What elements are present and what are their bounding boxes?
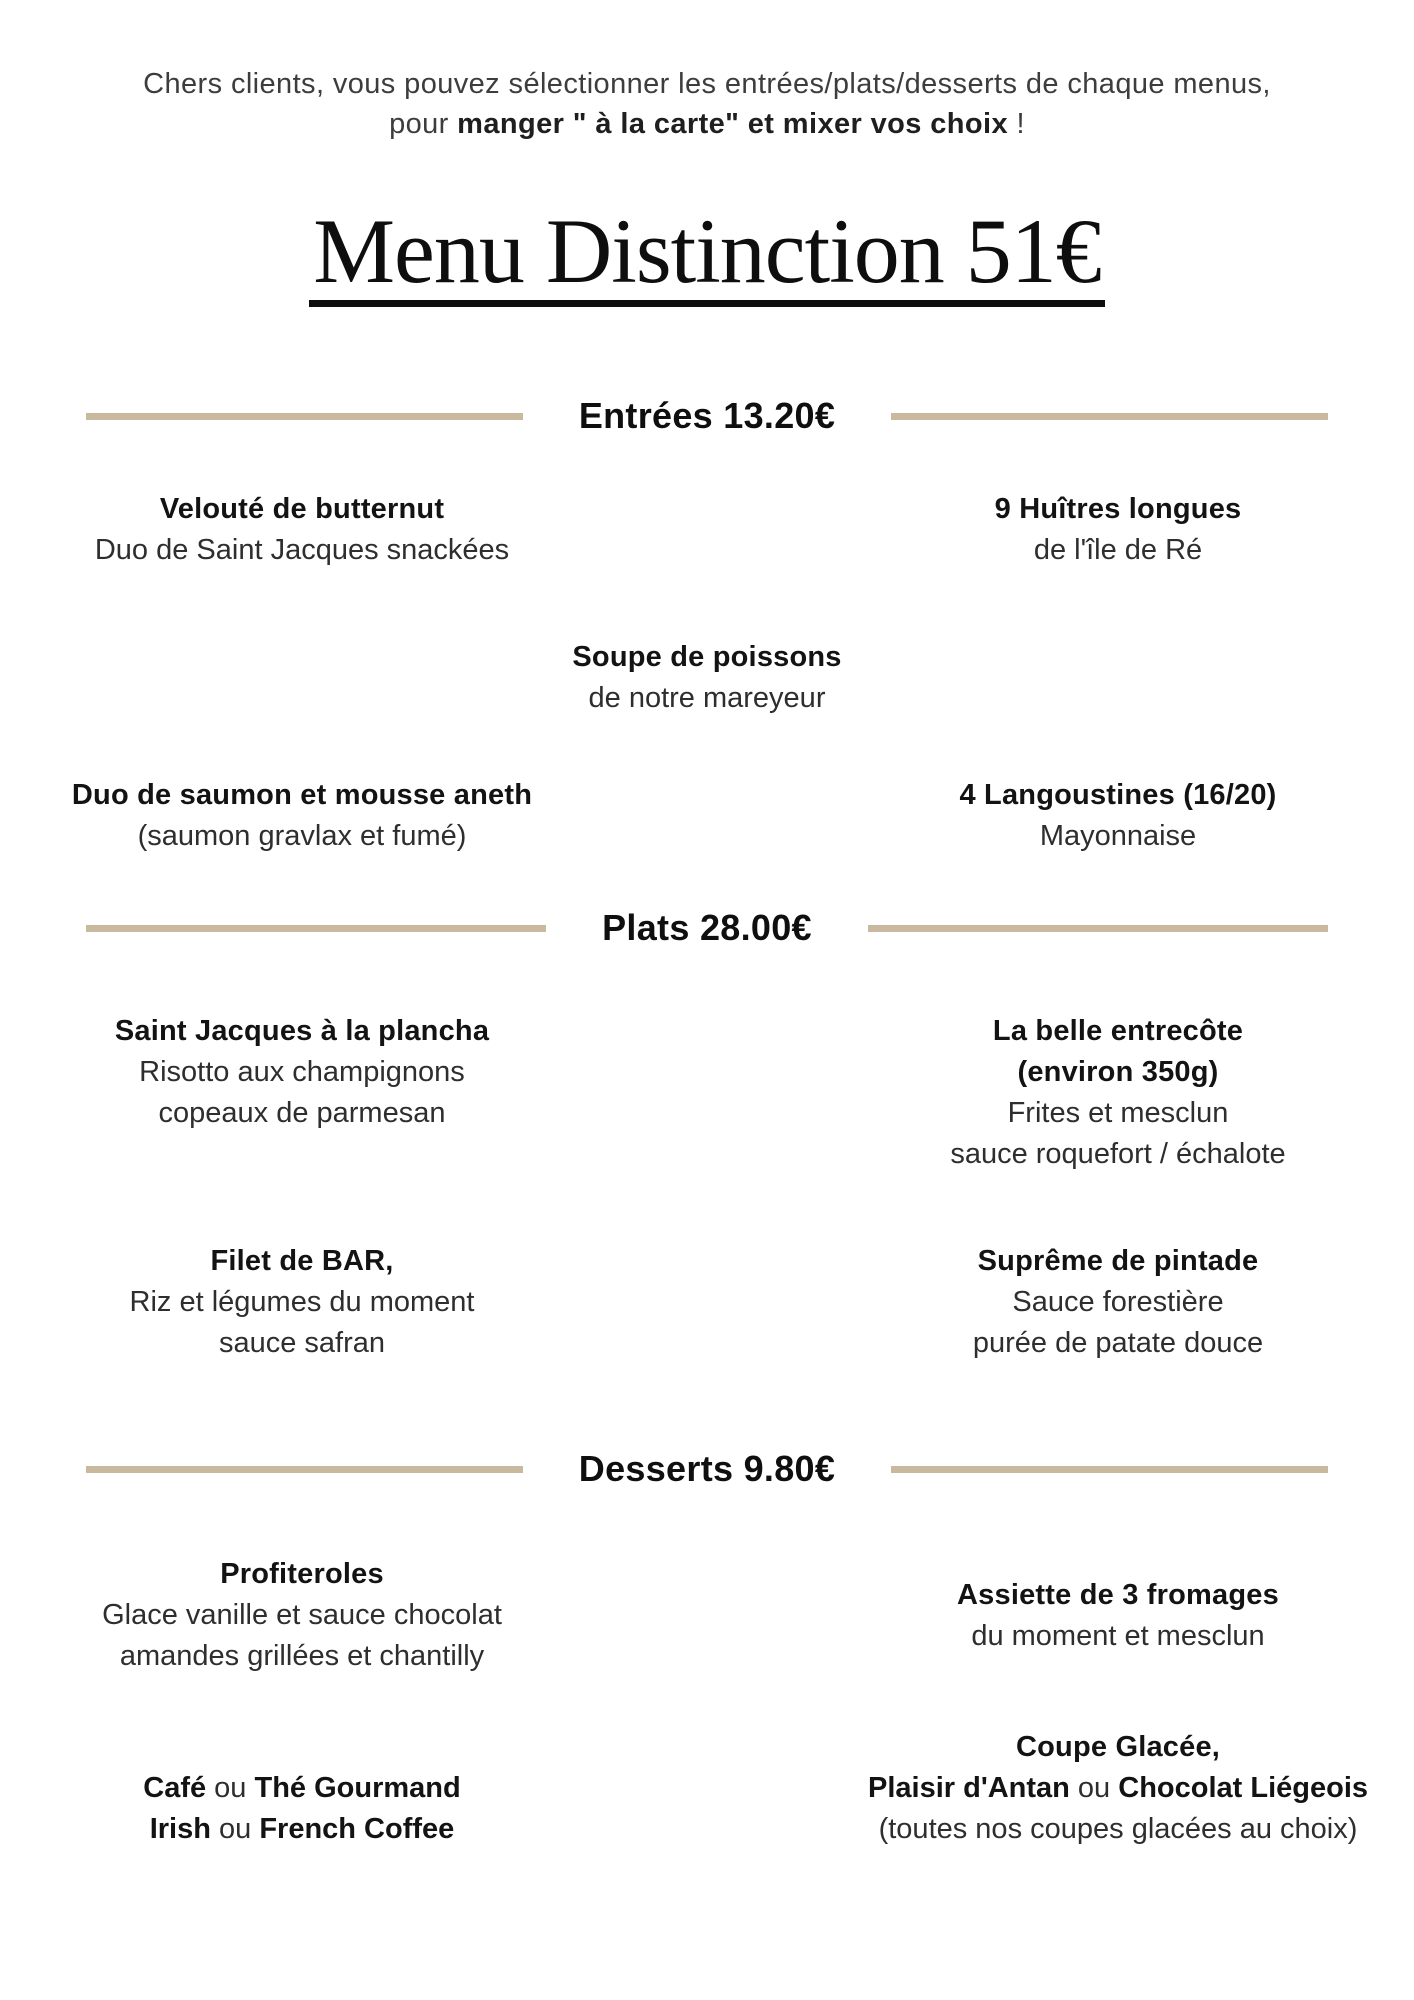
section-title-plats: Plats 28.00€ — [602, 907, 812, 949]
menu-item-entrecote — [838, 1011, 1398, 1175]
menu-item-veloute — [22, 489, 582, 571]
menu-item-desc: Mayonnaise — [1039, 820, 1197, 853]
menu-item-saint-jacques — [22, 1011, 582, 1134]
menu-item-name: 4 Langoustines (16/20) — [959, 779, 1277, 812]
menu-item-desc: Glace vanille et sauce chocolat — [102, 1599, 502, 1632]
plats-row-1 — [0, 1011, 1414, 1175]
menu-item-name: La belle entrecôte — [992, 1015, 1244, 1048]
name-part: Irish — [149, 1813, 211, 1846]
intro-text — [0, 0, 1414, 144]
menu-item-desc: de notre mareyeur — [588, 682, 826, 715]
menu-item-cafe-the — [22, 1768, 582, 1850]
menu-item-name: Duo de saumon et mousse aneth — [71, 779, 533, 812]
menu-item-name: 9 Huîtres longues — [994, 493, 1242, 526]
divider-line-right — [868, 925, 1328, 932]
menu-item-name: Profiteroles — [220, 1558, 384, 1591]
intro-line2-bold: manger " à la carte" et mixer vos choix — [457, 108, 1009, 140]
intro-line-1: Chers clients, vous pouvez sélectionner les entrées/plats/desserts de chaque menus, — [143, 68, 1271, 100]
menu-item-desc: sauce roquefort / échalote — [950, 1138, 1286, 1171]
menu-item-langoustines — [838, 775, 1398, 857]
menu-item-desc: de l'île de Ré — [1033, 534, 1203, 567]
menu-item-name: Assiette de 3 fromages — [957, 1578, 1279, 1611]
menu-item-desc: purée de patate douce — [972, 1327, 1264, 1360]
name-part: ou — [210, 1813, 260, 1846]
section-header-plats — [86, 907, 1328, 949]
menu-item-name: Saint Jacques à la plancha — [114, 1015, 490, 1048]
menu-item-coupe-glacee — [838, 1727, 1398, 1850]
divider-line-left — [86, 1466, 523, 1473]
menu-item-desc: Duo de Saint Jacques snackées — [94, 534, 510, 567]
menu-item-desc: Frites et mesclun — [1007, 1097, 1229, 1130]
menu-item-desc: sauce safran — [218, 1327, 386, 1360]
name-part: French Coffee — [259, 1813, 455, 1846]
menu-item-name: Velouté de butternut — [159, 493, 445, 526]
name-part: Thé Gourmand — [254, 1772, 461, 1805]
divider-line-right — [891, 413, 1328, 420]
menu-item-desc: du moment et mesclun — [971, 1619, 1265, 1652]
menu-item-name: Coupe Glacée, — [1015, 1731, 1221, 1764]
menu-item-soupe — [0, 637, 1414, 719]
menu-item-desc: (toutes nos coupes glacées au choix) — [878, 1813, 1358, 1846]
entrees-row-1 — [0, 489, 1414, 571]
title-wrap — [0, 200, 1414, 307]
name-part: ou — [206, 1772, 255, 1805]
menu-item-desc: Riz et légumes du moment — [129, 1286, 475, 1319]
section-title-entrees: Entrées 13.20€ — [578, 395, 836, 437]
menu-item-name — [22, 1809, 582, 1850]
section-title-desserts: Desserts 9.80€ — [578, 1448, 836, 1490]
menu-item-name — [22, 1768, 582, 1809]
plats-row-2 — [0, 1241, 1414, 1364]
menu-item-desc: Risotto aux champignons — [139, 1056, 465, 1089]
intro-line2-suffix: ! — [1008, 108, 1025, 140]
name-part: Café — [143, 1772, 207, 1805]
menu-item-name — [838, 1768, 1398, 1809]
menu-item-desc: Sauce forestière — [1012, 1286, 1224, 1319]
entrees-row-2 — [0, 775, 1414, 857]
divider-line-left — [86, 925, 546, 932]
menu-item-profiteroles — [22, 1554, 582, 1677]
name-part: Chocolat Liégeois — [1118, 1772, 1369, 1805]
menu-item-pintade — [838, 1241, 1398, 1364]
menu-item-name: Suprême de pintade — [977, 1245, 1259, 1278]
menu-item-fromages — [838, 1575, 1398, 1657]
divider-line-left — [86, 413, 523, 420]
section-header-desserts — [86, 1448, 1328, 1490]
section-header-entrees — [86, 395, 1328, 437]
menu-item-saumon — [22, 775, 582, 857]
menu-item-desc: (saumon gravlax et fumé) — [137, 820, 467, 853]
page-title: Menu Distinction 51€ — [309, 206, 1105, 307]
intro-line2-prefix: pour — [389, 108, 458, 140]
menu-item-huitres — [838, 489, 1398, 571]
name-part: ou — [1069, 1772, 1119, 1805]
menu-item-desc: amandes grillées et chantilly — [119, 1640, 485, 1673]
desserts-row-2 — [0, 1727, 1414, 1850]
name-part: Plaisir d'Antan — [867, 1772, 1070, 1805]
menu-item-filet-bar — [22, 1241, 582, 1364]
menu-item-name: (environ 350g) — [1017, 1056, 1219, 1089]
intro-line-2 — [0, 104, 1414, 144]
menu-item-name: Soupe de poissons — [572, 641, 842, 674]
menu-item-desc: copeaux de parmesan — [158, 1097, 446, 1130]
menu-item-name: Filet de BAR, — [210, 1245, 394, 1278]
desserts-row-1 — [0, 1554, 1414, 1677]
divider-line-right — [891, 1466, 1328, 1473]
